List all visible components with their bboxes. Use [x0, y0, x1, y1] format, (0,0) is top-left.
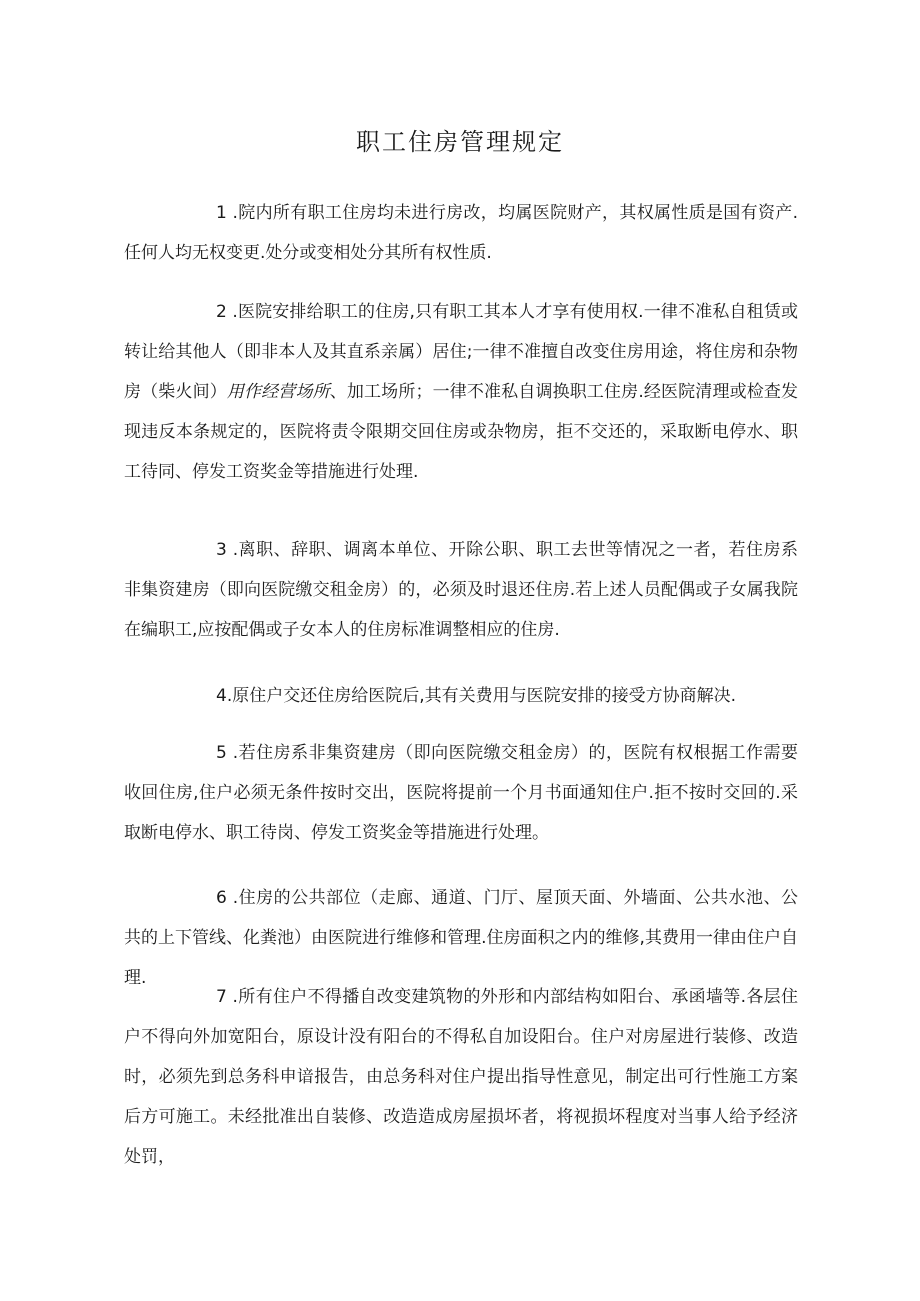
paragraph-5	[124, 733, 798, 853]
document-title: 职工住房管理规定	[356, 128, 564, 156]
paragraph-1	[124, 193, 798, 273]
paragraph-text-italic: 用作经营场所	[226, 382, 330, 402]
paragraph-text: .所有住户不得播自改变建筑物的外形和内部结构如阳台、承函墙等.各层住户不得向外加宽阳台，原设计没有阳台的不得私自加设阳台。住户对房屋进行装修、改造时，必须先到总务科申谙报告，由总务科对住户提出指导性意见，制定出可行性施工方案后方可施工。未经批准出自装修、改造造成房屋损坏者，将视损坏程度对当事人给予经济处罚，	[124, 987, 798, 1167]
paragraph-7	[124, 977, 798, 1177]
paragraph-number: 6	[216, 888, 227, 908]
paragraph-4	[124, 676, 798, 716]
paragraph-number: 1	[216, 203, 227, 223]
paragraph-text: .若住房系非集资建房（即向医院缴交租金房）的，医院有权根据工作需要收回住房,住户必须无条件按时交出，医院将提前一个月书面通知住户.拒不按时交回的.采取断电停水、职工待岗、停发工资奖金等措施进行处理。	[124, 743, 798, 843]
paragraph-number: 5	[216, 743, 227, 763]
paragraph-number: 4	[216, 686, 227, 706]
paragraph-text: .医院安排给职工的住房,只有职工其本人才享有使用权.一律不准私自租赁或转让给其他人（即非本人及其直系亲属）居住;一律不准擅自改变住房用途，将住房和杂物房（柴火间）	[124, 302, 798, 402]
paragraph-number: 7	[216, 987, 227, 1007]
paragraph-text: .原住户交还住房给医院后,其有关费用与医院安排的接受方协商解决.	[226, 686, 737, 706]
paragraph-text: 、加工场所；一律不准私自调换职工住房.经医院清理或检查发现违反本条规定的，医院将责令限期交回住房或杂物房，拒不交还的，采取断电停水、职工待同、停发工资奖金等措施进行处理.	[124, 382, 799, 482]
paragraph-text: .住房的公共部位（走廊、通道、门厅、屋顶天面、外墙面、公共水池、公共的上下管线、化粪池）由医院进行维修和管理.住房面积之内的维修,其费用一律由住户自理.	[124, 888, 798, 988]
paragraph-text: .离职、辞职、调离本单位、开除公职、职工去世等情况之一者，若住房系非集资建房（即向医院缴交租金房）的，必须及时退还住房.若上述人员配偶或子女属我院在编职工,应按配偶或子女本人的住房标准调整相应的住房.	[124, 540, 798, 640]
paragraph-2	[124, 292, 798, 492]
paragraph-3	[124, 530, 798, 650]
paragraph-number: 2	[216, 302, 227, 322]
paragraph-number: 3	[216, 540, 227, 560]
paragraph-text: .院内所有职工住房均未进行房改，均属医院财产，其权属性质是国有资产.任何人均无权变更.处分或变相处分其所有权性质.	[124, 203, 798, 263]
